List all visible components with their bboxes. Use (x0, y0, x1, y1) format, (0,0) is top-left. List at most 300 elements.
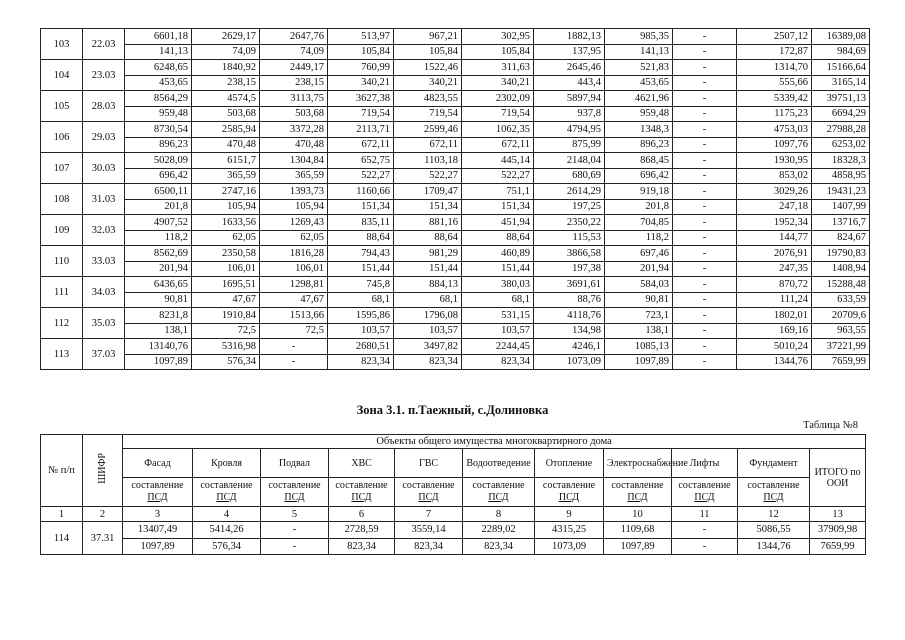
table-cell: 1160,66 (328, 184, 394, 200)
row-number: 107 (41, 153, 83, 184)
table-cell: 5028,09 (125, 153, 192, 169)
table-cell: - (672, 522, 738, 539)
table-cell: - (673, 60, 737, 76)
column-subheader: составление ПСД (738, 478, 810, 507)
table-cell: 1930,95 (737, 153, 812, 169)
table-cell: 555,66 (737, 75, 812, 91)
table-row (41, 522, 866, 539)
table-cell: 2507,12 (737, 29, 812, 45)
table-cell: 88,64 (394, 230, 462, 246)
table-cell: 74,09 (192, 44, 260, 60)
table-cell: 134,98 (534, 323, 605, 339)
table-cell: 723,1 (605, 308, 673, 324)
table-row (41, 122, 870, 138)
table-cell: 19431,23 (812, 184, 870, 200)
column-index: 3 (123, 507, 193, 522)
table-cell: 88,64 (328, 230, 394, 246)
table-cell: 1103,18 (394, 153, 462, 169)
row-number: 108 (41, 184, 83, 215)
table-cell: 68,1 (462, 292, 534, 308)
table-cell: 959,48 (125, 106, 192, 122)
table-cell: 2302,09 (462, 91, 534, 107)
column-header: ХВС (329, 449, 395, 478)
table-row (41, 199, 870, 215)
table-cell: 719,54 (462, 106, 534, 122)
table-cell: 47,67 (192, 292, 260, 308)
row-date: 23.03 (83, 60, 125, 91)
table-cell: 522,27 (328, 168, 394, 184)
table-cell: 719,54 (394, 106, 462, 122)
column-subheader: составление ПСД (535, 478, 604, 507)
table-cell: 4621,96 (605, 91, 673, 107)
table-cell: 1109,68 (604, 522, 672, 539)
row-number: 104 (41, 60, 83, 91)
table-cell: - (673, 308, 737, 324)
table-cell: - (673, 44, 737, 60)
header-code: ШИФР (83, 435, 123, 507)
table-cell: 5316,98 (192, 339, 260, 355)
row-number: 106 (41, 122, 83, 153)
table-cell: 3113,75 (260, 91, 328, 107)
table-cell: 470,48 (260, 137, 328, 153)
table-cell: 672,11 (394, 137, 462, 153)
table-cell: 7659,99 (812, 354, 870, 370)
table-cell: 1344,76 (737, 354, 812, 370)
table-row (41, 538, 866, 555)
column-subheader: составление ПСД (261, 478, 329, 507)
table-cell: 2747,16 (192, 184, 260, 200)
table-cell: 141,13 (605, 44, 673, 60)
table-cell: 1269,43 (260, 215, 328, 231)
table-cell: 445,14 (462, 153, 534, 169)
table-cell: 1062,35 (462, 122, 534, 138)
table-cell: - (673, 199, 737, 215)
table-cell: 90,81 (605, 292, 673, 308)
column-subheader: составление ПСД (395, 478, 463, 507)
table-cell: 870,72 (737, 277, 812, 293)
table-cell: 1796,08 (394, 308, 462, 324)
table-row (41, 184, 870, 200)
table-cell: 151,44 (394, 261, 462, 277)
table-cell: 238,15 (260, 75, 328, 91)
table-cell: 1952,34 (737, 215, 812, 231)
table-cell: 719,54 (328, 106, 394, 122)
table-cell: 15288,48 (812, 277, 870, 293)
table-cell: 823,34 (328, 354, 394, 370)
table-cell: 37909,98 (810, 522, 866, 539)
table-cell: - (673, 106, 737, 122)
table-cell: 1175,23 (737, 106, 812, 122)
table-cell: 5086,55 (738, 522, 810, 539)
table-cell: 197,25 (534, 199, 605, 215)
table-cell: 37221,99 (812, 339, 870, 355)
table-cell: 2680,51 (328, 339, 394, 355)
table-cell: 522,27 (394, 168, 462, 184)
table-cell: 62,05 (192, 230, 260, 246)
table-cell: 4118,76 (534, 308, 605, 324)
table-cell: 470,48 (192, 137, 260, 153)
table-cell: 1097,89 (604, 538, 672, 555)
table-row (41, 153, 870, 169)
column-header: Водоотведение (463, 449, 535, 478)
table-cell: 2647,76 (260, 29, 328, 45)
table-cell: 302,95 (462, 29, 534, 45)
column-index: 11 (672, 507, 738, 522)
table-cell: 6694,29 (812, 106, 870, 122)
table-cell: 4907,52 (125, 215, 192, 231)
table-cell: 652,75 (328, 153, 394, 169)
column-subheader: составление ПСД (463, 478, 535, 507)
table-cell: 72,5 (260, 323, 328, 339)
table-cell: 247,35 (737, 261, 812, 277)
table-cell: 1097,89 (123, 538, 193, 555)
table-cell: 2728,59 (329, 522, 395, 539)
table-cell: 103,57 (462, 323, 534, 339)
table-cell: 513,97 (328, 29, 394, 45)
table-cell: 868,45 (605, 153, 673, 169)
table-cell: 633,59 (812, 292, 870, 308)
row-number: 109 (41, 215, 83, 246)
table-cell: 103,57 (394, 323, 462, 339)
table-cell: 1073,09 (534, 354, 605, 370)
table-row (41, 106, 870, 122)
table-cell: 172,87 (737, 44, 812, 60)
column-subheader: составление ПСД (672, 478, 738, 507)
table-cell: 824,67 (812, 230, 870, 246)
table-cell: 118,2 (125, 230, 192, 246)
table-cell: 62,05 (260, 230, 328, 246)
table-row (41, 261, 870, 277)
table-cell: 5010,24 (737, 339, 812, 355)
table-cell: - (261, 522, 329, 539)
table-cell: 365,59 (260, 168, 328, 184)
table-cell: 1695,51 (192, 277, 260, 293)
table-cell: 144,77 (737, 230, 812, 246)
table-cell: - (673, 168, 737, 184)
table-cell: - (673, 215, 737, 231)
table-cell: 4574,5 (192, 91, 260, 107)
table-cell: 88,76 (534, 292, 605, 308)
table-row (41, 60, 870, 76)
table-cell: 106,01 (192, 261, 260, 277)
column-index: 4 (193, 507, 261, 522)
row-number: 114 (41, 522, 83, 555)
table-cell: 4794,95 (534, 122, 605, 138)
table-cell: 881,16 (394, 215, 462, 231)
table-row (41, 91, 870, 107)
table-cell: 959,48 (605, 106, 673, 122)
table-cell: 3691,61 (534, 277, 605, 293)
table-cell: - (673, 29, 737, 45)
table-cell: 5897,94 (534, 91, 605, 107)
table-cell: 5414,26 (193, 522, 261, 539)
table-cell: 875,99 (534, 137, 605, 153)
table-row (41, 339, 870, 355)
table-cell: 201,94 (125, 261, 192, 277)
row-date: 31.03 (83, 184, 125, 215)
table-cell: 16389,08 (812, 29, 870, 45)
table-cell: - (673, 261, 737, 277)
column-index: 13 (810, 507, 866, 522)
table-cell: 853,02 (737, 168, 812, 184)
column-index: 8 (463, 507, 535, 522)
table-cell: 451,94 (462, 215, 534, 231)
header-row-number: № п/п (41, 435, 83, 507)
table-cell: - (260, 339, 328, 355)
table-cell: 141,13 (125, 44, 192, 60)
column-subheader: составление ПСД (329, 478, 395, 507)
table-cell: 3866,58 (534, 246, 605, 262)
table-row (41, 308, 870, 324)
table-cell: 1298,81 (260, 277, 328, 293)
table-cell: 2148,04 (534, 153, 605, 169)
table-cell: 88,64 (462, 230, 534, 246)
table-cell: - (673, 354, 737, 370)
table-cell: 1513,66 (260, 308, 328, 324)
row-date: 22.03 (83, 29, 125, 60)
table-row (41, 29, 870, 45)
row-date: 33.03 (83, 246, 125, 277)
row-number: 111 (41, 277, 83, 308)
table-cell: 3559,14 (395, 522, 463, 539)
column-subheader: составление ПСД (123, 478, 193, 507)
table-cell: 4858,95 (812, 168, 870, 184)
table-cell: 169,16 (737, 323, 812, 339)
table-cell: 13716,7 (812, 215, 870, 231)
table-cell: 680,69 (534, 168, 605, 184)
table-cell: - (673, 246, 737, 262)
table-cell: 7659,99 (810, 538, 866, 555)
row-number: 105 (41, 91, 83, 122)
table-cell: 984,69 (812, 44, 870, 60)
table-cell: 72,5 (192, 323, 260, 339)
table-cell: 823,34 (394, 354, 462, 370)
table-cell: - (673, 153, 737, 169)
table-cell: 1073,09 (535, 538, 604, 555)
row-date: 30.03 (83, 153, 125, 184)
table-cell: 151,34 (394, 199, 462, 215)
table-cell: 1709,47 (394, 184, 462, 200)
table-cell: 835,11 (328, 215, 394, 231)
table-cell: 8730,54 (125, 122, 192, 138)
header-group-objects: Объекты общего имущества многоквартирного дома (123, 435, 866, 449)
table-cell: 794,43 (328, 246, 394, 262)
table-cell: 13407,49 (123, 522, 193, 539)
table-cell: 584,03 (605, 277, 673, 293)
column-header: Фасад (123, 449, 193, 478)
row-number: 110 (41, 246, 83, 277)
row-date: 28.03 (83, 91, 125, 122)
table-cell: 985,35 (605, 29, 673, 45)
table-cell: 823,34 (329, 538, 395, 555)
table-cell: 2599,46 (394, 122, 462, 138)
table-cell: 884,13 (394, 277, 462, 293)
table-cell: 503,68 (192, 106, 260, 122)
row-date: 32.03 (83, 215, 125, 246)
table-cell: 151,44 (328, 261, 394, 277)
table-cell: 4753,03 (737, 122, 812, 138)
table-cell: 3627,38 (328, 91, 394, 107)
table-cell: 2645,46 (534, 60, 605, 76)
table-cell: 1344,76 (738, 538, 810, 555)
table-cell: 896,23 (605, 137, 673, 153)
summary-table-top (40, 28, 870, 370)
table-cell: 6601,18 (125, 29, 192, 45)
table-cell: 6253,02 (812, 137, 870, 153)
table-cell: 247,18 (737, 199, 812, 215)
table-cell: 105,84 (462, 44, 534, 60)
table-cell: 1097,89 (605, 354, 673, 370)
table-cell: 118,2 (605, 230, 673, 246)
table-cell: 1840,92 (192, 60, 260, 76)
table-cell: 2350,58 (192, 246, 260, 262)
table-cell: 1097,89 (125, 354, 192, 370)
table-cell: 5339,42 (737, 91, 812, 107)
table-cell: 18328,3 (812, 153, 870, 169)
table-cell: - (673, 323, 737, 339)
row-date: 37.03 (83, 339, 125, 370)
table-cell: 105,84 (394, 44, 462, 60)
table-cell: 696,42 (125, 168, 192, 184)
table-cell: 105,84 (328, 44, 394, 60)
table-cell: 672,11 (462, 137, 534, 153)
column-header: Фундамент (738, 449, 810, 478)
table-row (41, 168, 870, 184)
table-cell: 8231,8 (125, 308, 192, 324)
table-cell: 1633,56 (192, 215, 260, 231)
table-cell: 340,21 (328, 75, 394, 91)
column-index: 9 (535, 507, 604, 522)
column-index: 1 (41, 507, 83, 522)
table-row (41, 75, 870, 91)
table-cell: - (673, 230, 737, 246)
table-row (41, 215, 870, 231)
table-cell: - (260, 354, 328, 370)
column-index: 7 (395, 507, 463, 522)
table-cell: 2113,71 (328, 122, 394, 138)
table-cell: 138,1 (125, 323, 192, 339)
table-cell: 1097,76 (737, 137, 812, 153)
zone-title: Зона 3.1. п.Таежный, с.Долиновка (356, 403, 549, 417)
table-cell: 1085,13 (605, 339, 673, 355)
table-cell: 3029,26 (737, 184, 812, 200)
row-date: 35.03 (83, 308, 125, 339)
table-cell: 2449,17 (260, 60, 328, 76)
table-cell: 1802,01 (737, 308, 812, 324)
table-cell: 576,34 (193, 538, 261, 555)
table-cell: 6500,11 (125, 184, 192, 200)
table-cell: 340,21 (394, 75, 462, 91)
table-cell: 453,65 (125, 75, 192, 91)
table-cell: 1910,84 (192, 308, 260, 324)
table-cell: 2289,02 (463, 522, 535, 539)
table-cell: 2629,17 (192, 29, 260, 45)
row-date: 29.03 (83, 122, 125, 153)
table-cell: 697,46 (605, 246, 673, 262)
table-cell: - (673, 184, 737, 200)
table-cell: 937,8 (534, 106, 605, 122)
table-cell: 919,18 (605, 184, 673, 200)
table-row (41, 323, 870, 339)
table-cell: 201,94 (605, 261, 673, 277)
table-cell: 1816,28 (260, 246, 328, 262)
column-header: Кровля (193, 449, 261, 478)
zone-table (40, 434, 866, 555)
table-cell: 39751,13 (812, 91, 870, 107)
column-index: 6 (329, 507, 395, 522)
row-number: 112 (41, 308, 83, 339)
table-cell: 896,23 (125, 137, 192, 153)
column-header-total: ИТОГО по ООИ (810, 449, 866, 507)
table-cell: 19790,83 (812, 246, 870, 262)
table-cell: 696,42 (605, 168, 673, 184)
table-cell: 751,1 (462, 184, 534, 200)
table-cell: 2350,22 (534, 215, 605, 231)
table-cell: 4315,25 (535, 522, 604, 539)
table-number-label: Таблица №8 (803, 420, 858, 431)
column-header: Отопление (535, 449, 604, 478)
table-cell: 576,34 (192, 354, 260, 370)
table-cell: 1304,84 (260, 153, 328, 169)
table-cell: 1393,73 (260, 184, 328, 200)
row-date: 34.03 (83, 277, 125, 308)
table-cell: 151,34 (462, 199, 534, 215)
table-cell: 151,44 (462, 261, 534, 277)
table-cell: 1408,94 (812, 261, 870, 277)
table-cell: 2076,91 (737, 246, 812, 262)
table-cell: 201,8 (125, 199, 192, 215)
table-cell: 68,1 (394, 292, 462, 308)
table-cell: 963,55 (812, 323, 870, 339)
table-cell: 4823,55 (394, 91, 462, 107)
table-cell: 90,81 (125, 292, 192, 308)
table-cell: 1407,99 (812, 199, 870, 215)
table-row (41, 246, 870, 262)
table-cell: 151,34 (328, 199, 394, 215)
table-cell: 2614,29 (534, 184, 605, 200)
column-header: Электроснабжение (604, 449, 672, 478)
table-cell: 981,29 (394, 246, 462, 262)
table-cell: 6151,7 (192, 153, 260, 169)
table-cell: 74,09 (260, 44, 328, 60)
table-cell: 522,27 (462, 168, 534, 184)
table-cell: 365,59 (192, 168, 260, 184)
table-cell: 1522,46 (394, 60, 462, 76)
table-cell: 115,53 (534, 230, 605, 246)
table-cell: 105,94 (260, 199, 328, 215)
table-cell: 20709,6 (812, 308, 870, 324)
table-cell: - (673, 75, 737, 91)
table-cell: - (261, 538, 329, 555)
table-cell: 3165,14 (812, 75, 870, 91)
table-cell: 521,83 (605, 60, 673, 76)
table-cell: 68,1 (328, 292, 394, 308)
table-cell: 311,63 (462, 60, 534, 76)
table-cell: 745,8 (328, 277, 394, 293)
table-cell: 967,21 (394, 29, 462, 45)
table-row (41, 292, 870, 308)
table-cell: - (673, 277, 737, 293)
table-cell: 13140,76 (125, 339, 192, 355)
table-cell: 3372,28 (260, 122, 328, 138)
table-cell: 105,94 (192, 199, 260, 215)
table-cell: - (673, 137, 737, 153)
table-cell: 2244,45 (462, 339, 534, 355)
table-cell: 460,89 (462, 246, 534, 262)
table-cell: 201,8 (605, 199, 673, 215)
table-cell: 47,67 (260, 292, 328, 308)
row-number: 113 (41, 339, 83, 370)
